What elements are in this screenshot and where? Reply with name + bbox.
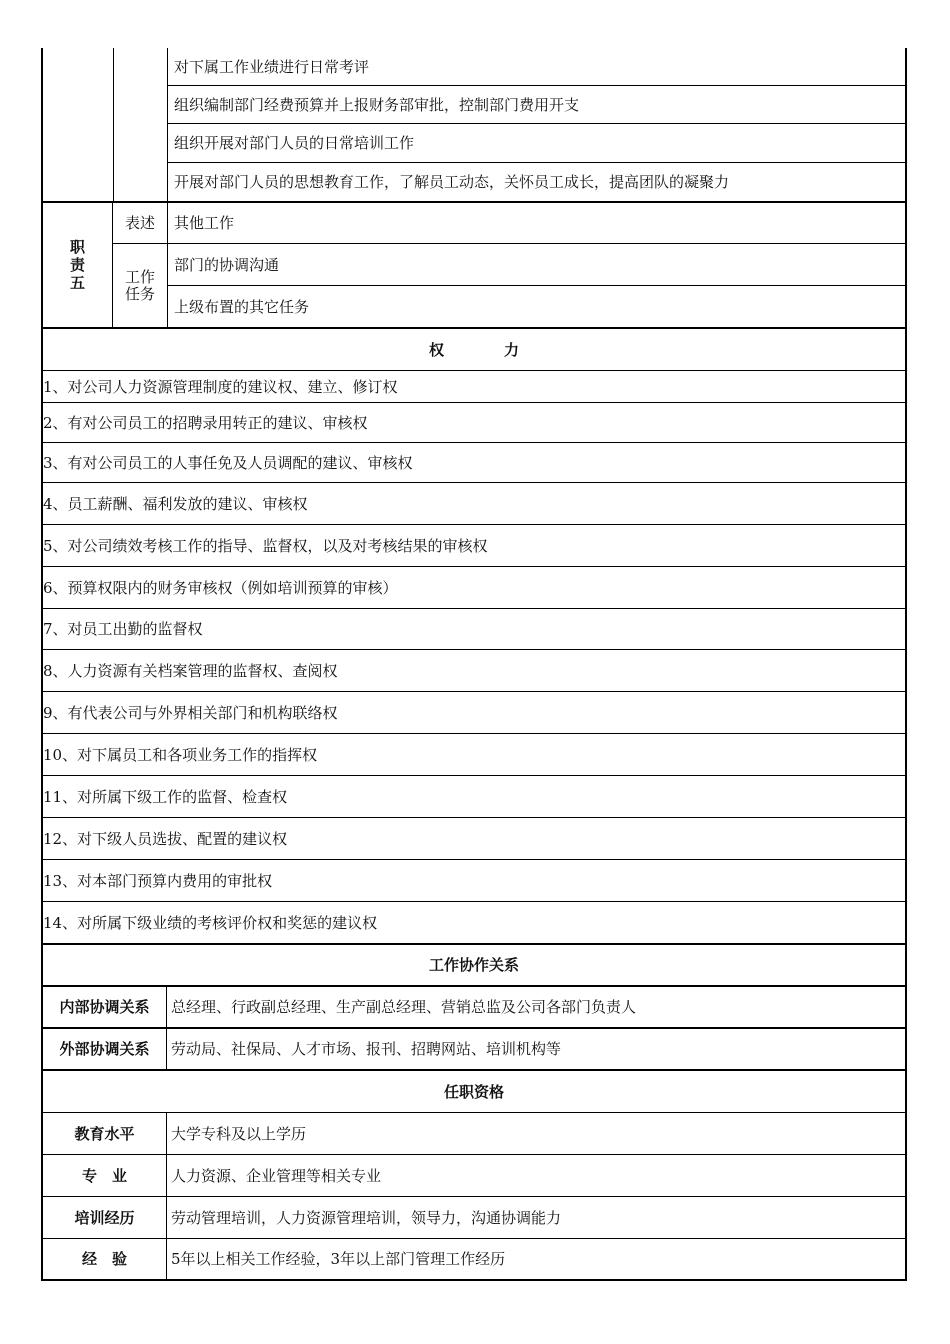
task-item: 部门的协调沟通 xyxy=(168,244,905,286)
power-item-text: 3、有对公司员工的人事任免及人员调配的建议、审核权 xyxy=(43,453,413,472)
list-item xyxy=(43,371,905,403)
section-title: 权 力 xyxy=(428,340,519,359)
duty5-block xyxy=(41,203,907,329)
section-title: 任职资格 xyxy=(443,1082,504,1101)
list-item xyxy=(43,650,905,692)
section-title: 工作协作关系 xyxy=(428,956,519,974)
row-value: 大学专科及以上学历 xyxy=(171,1124,307,1143)
list-item xyxy=(43,525,905,567)
power-item-text: 8、人力资源有关档案管理的监督权、查阅权 xyxy=(43,661,338,680)
qualification-header xyxy=(41,1071,907,1113)
row-label: 内部协调关系 xyxy=(43,987,167,1027)
list-item xyxy=(43,403,905,443)
row-value: 5年以上相关工作经验，3年以上部门管理工作经历 xyxy=(171,1250,506,1268)
task-item: 开展对部门人员的思想教育工作，了解员工动态，关怀员工成长，提高团队的凝聚力 xyxy=(174,173,730,191)
job-description-table xyxy=(41,48,907,1281)
table-row xyxy=(41,1113,907,1155)
task-item: 组织编制部门经费预算并上报财务部审批，控制部门费用开支 xyxy=(168,86,905,124)
top-block xyxy=(41,48,907,203)
power-list xyxy=(41,371,907,945)
power-item-text: 14、对所属下级业绩的考核评价权和奖惩的建议权 xyxy=(43,913,378,932)
list-item xyxy=(43,609,905,650)
task-item: 上级布置的其它任务 xyxy=(174,297,310,316)
list-item xyxy=(43,692,905,734)
row-label: 外部协调关系 xyxy=(43,1029,167,1069)
row-label: 专 业 xyxy=(43,1155,167,1196)
power-item-text: 9、有代表公司与外界相关部门和机构联络权 xyxy=(43,703,338,722)
row-value: 劳动管理培训，人力资源管理培训，领导力，沟通协调能力 xyxy=(171,1208,562,1227)
table-row xyxy=(41,1239,907,1281)
task-label: 工作 任务 xyxy=(113,244,168,327)
power-item-text: 11、对所属下级工作的监督、检查权 xyxy=(43,787,288,806)
desc-label: 表述 xyxy=(113,203,168,244)
power-item-text: 2、有对公司员工的招聘录用转正的建议、审核权 xyxy=(43,413,368,432)
power-item-text: 6、预算权限内的财务审核权（例如培训预算的审核） xyxy=(43,578,398,597)
list-item xyxy=(43,902,905,943)
power-item-text: 13、对本部门预算内费用的审批权 xyxy=(43,871,273,890)
table-row xyxy=(41,1155,907,1197)
list-item xyxy=(43,443,905,483)
list-item xyxy=(43,734,905,776)
row-label: 培训经历 xyxy=(43,1197,167,1238)
power-item-text: 4、员工薪酬、福利发放的建议、审核权 xyxy=(43,494,308,513)
desc-value: 其他工作 xyxy=(168,203,905,244)
list-item xyxy=(43,567,905,609)
table-row xyxy=(41,1197,907,1239)
task-item: 组织开展对部门人员的日常培训工作 xyxy=(168,124,905,163)
power-item-text: 12、对下级人员选拔、配置的建议权 xyxy=(43,829,288,848)
list-item xyxy=(43,860,905,902)
power-item-text: 10、对下属员工和各项业务工作的指挥权 xyxy=(43,745,318,764)
table-row xyxy=(41,1029,907,1071)
power-item-text: 1、对公司人力资源管理制度的建议权、建立、修订权 xyxy=(43,377,398,396)
table-row xyxy=(41,987,907,1029)
row-value: 人力资源、企业管理等相关专业 xyxy=(171,1166,382,1185)
list-item xyxy=(43,818,905,860)
power-header xyxy=(41,329,907,371)
list-item xyxy=(43,483,905,525)
list-item xyxy=(43,776,905,818)
row-label: 经 验 xyxy=(43,1239,167,1279)
power-item-text: 7、对员工出勤的监督权 xyxy=(43,620,203,638)
task-item: 对下属工作业绩进行日常考评 xyxy=(168,48,905,86)
row-value: 劳动局、社保局、人才市场、报刊、招聘网站、培训机构等 xyxy=(171,1040,562,1058)
divider xyxy=(113,48,114,201)
row-label: 教育水平 xyxy=(43,1113,167,1154)
cooperation-header xyxy=(41,945,907,987)
duty5-label: 职 责 五 xyxy=(43,203,113,327)
row-value: 总经理、行政副总经理、生产副总经理、营销总监及公司各部门负责人 xyxy=(171,998,637,1016)
power-item-text: 5、对公司绩效考核工作的指导、监督权，以及对考核结果的审核权 xyxy=(43,536,488,555)
